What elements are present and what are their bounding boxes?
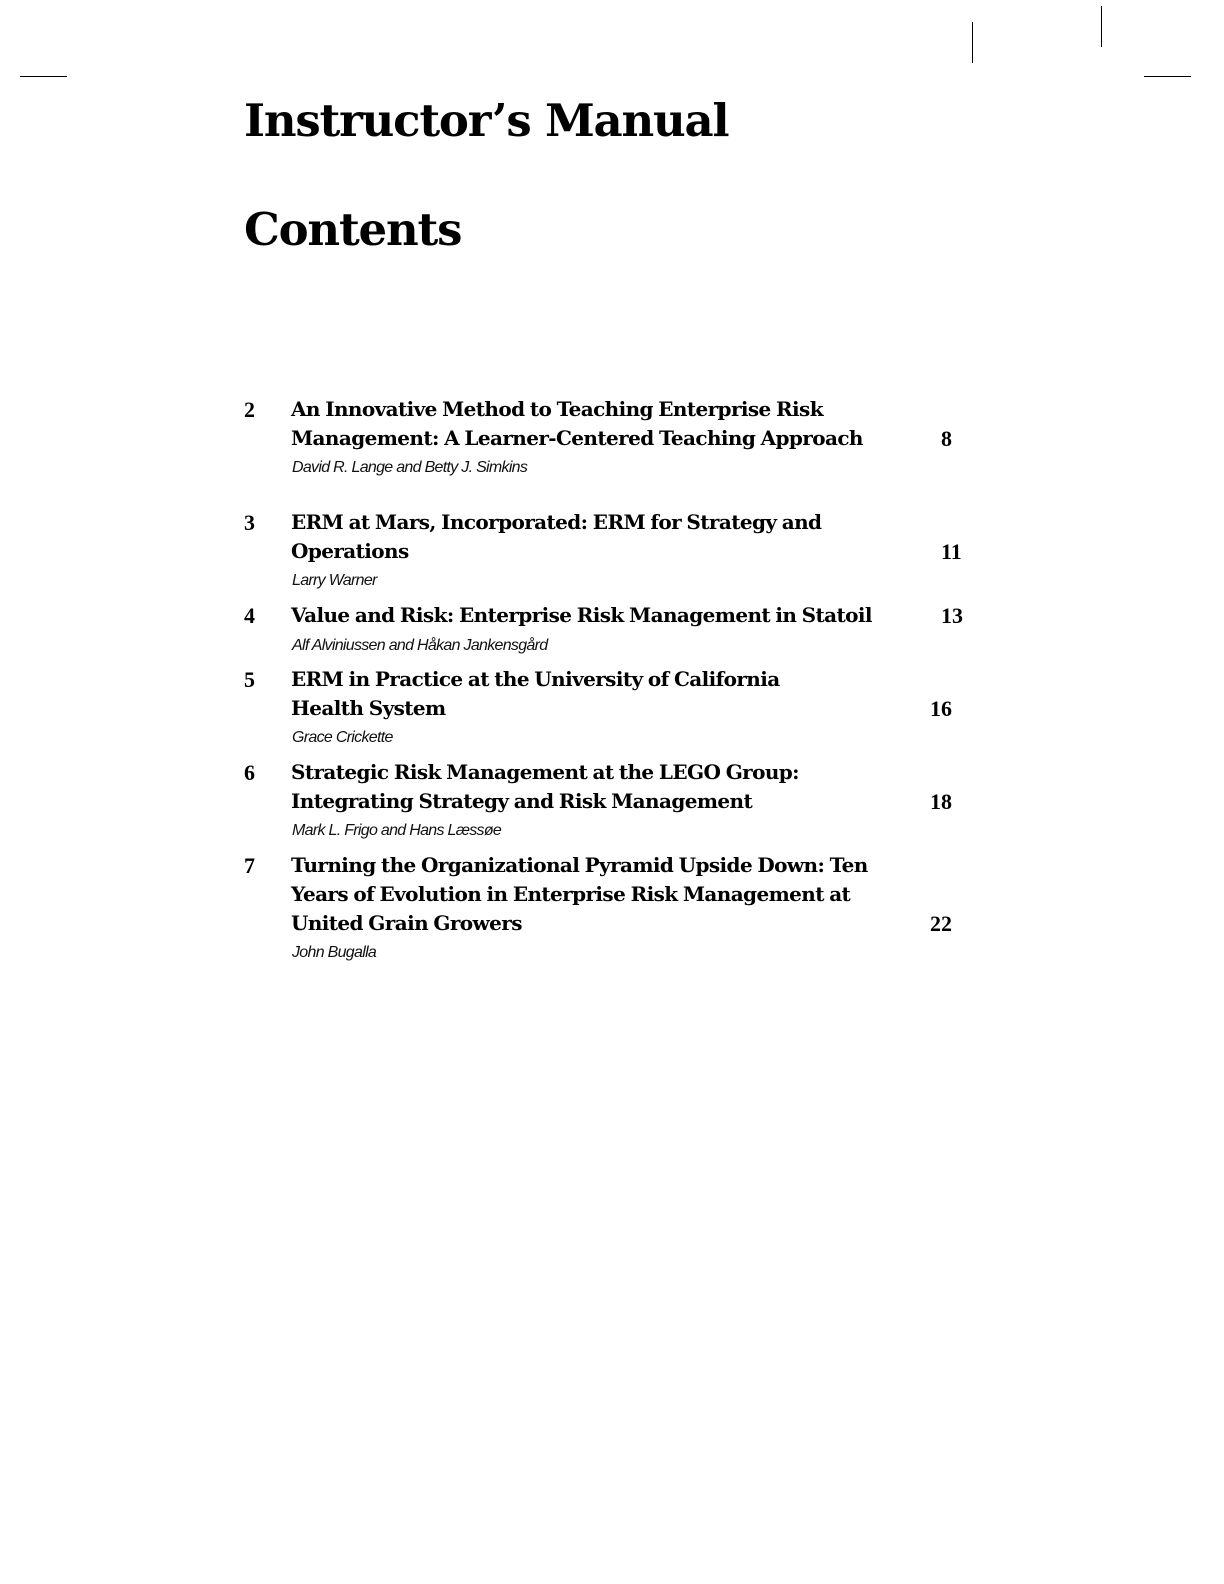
chapter-title	[291, 395, 891, 453]
page-number: 11	[941, 539, 962, 564]
chapter-title-line: United Grain Growers	[291, 911, 522, 935]
chapter-number: 4	[244, 603, 255, 628]
chapter-title-line: Operations	[291, 539, 409, 563]
chapter-title-line: Years of Evolution in Enterprise Risk Management at	[291, 882, 851, 906]
chapter-number: 6	[244, 760, 255, 785]
crop-mark-vertical-right	[1101, 6, 1102, 47]
page-number: 16	[930, 696, 952, 721]
chapter-authors: Larry Warner	[292, 572, 377, 589]
chapter-title	[291, 508, 891, 566]
contents-heading: Contents	[244, 203, 462, 256]
chapter-title-line: ERM in Practice at the University of California	[291, 667, 780, 691]
chapter-authors: John Bugalla	[292, 944, 377, 961]
page-number: 22	[930, 911, 952, 936]
chapter-title	[291, 851, 891, 938]
page-number: 8	[941, 426, 952, 451]
page-title: Instructor’s Manual	[244, 94, 729, 147]
chapter-authors: Mark L. Frigo and Hans Læssøe	[292, 822, 502, 839]
page-number: 18	[930, 789, 952, 814]
chapter-title-line: An Innovative Method to Teaching Enterprise Risk	[291, 397, 823, 421]
crop-mark-top-right	[1144, 76, 1191, 77]
chapter-title-line: Integrating Strategy and Risk Management	[291, 789, 753, 813]
chapter-title-line: Health System	[291, 696, 446, 720]
chapter-title-line: Strategic Risk Management at the LEGO Group:	[291, 760, 799, 784]
chapter-title-line: Value and Risk: Enterprise Risk Management in Statoil	[291, 603, 872, 627]
chapter-number: 7	[244, 853, 255, 878]
page-number: 13	[941, 603, 963, 628]
chapter-title	[291, 601, 891, 630]
chapter-authors: Grace Crickette	[292, 729, 393, 746]
chapter-number: 2	[244, 397, 255, 422]
crop-mark-top-left	[20, 76, 67, 77]
chapter-number: 3	[244, 510, 255, 535]
chapter-title-line: ERM at Mars, Incorporated: ERM for Strategy and	[291, 510, 822, 534]
chapter-authors: David R. Lange and Betty J. Simkins	[292, 459, 528, 476]
chapter-title-line: Turning the Organizational Pyramid Upside Down: Ten	[291, 853, 868, 877]
chapter-authors: Alf Alviniussen and Håkan Jankensgård	[292, 637, 548, 654]
chapter-title-line: Management: A Learner-Centered Teaching Approach	[291, 426, 863, 450]
chapter-number: 5	[244, 667, 255, 692]
chapter-title	[291, 665, 891, 723]
chapter-title	[291, 758, 891, 816]
crop-mark-vertical-left	[972, 22, 973, 63]
